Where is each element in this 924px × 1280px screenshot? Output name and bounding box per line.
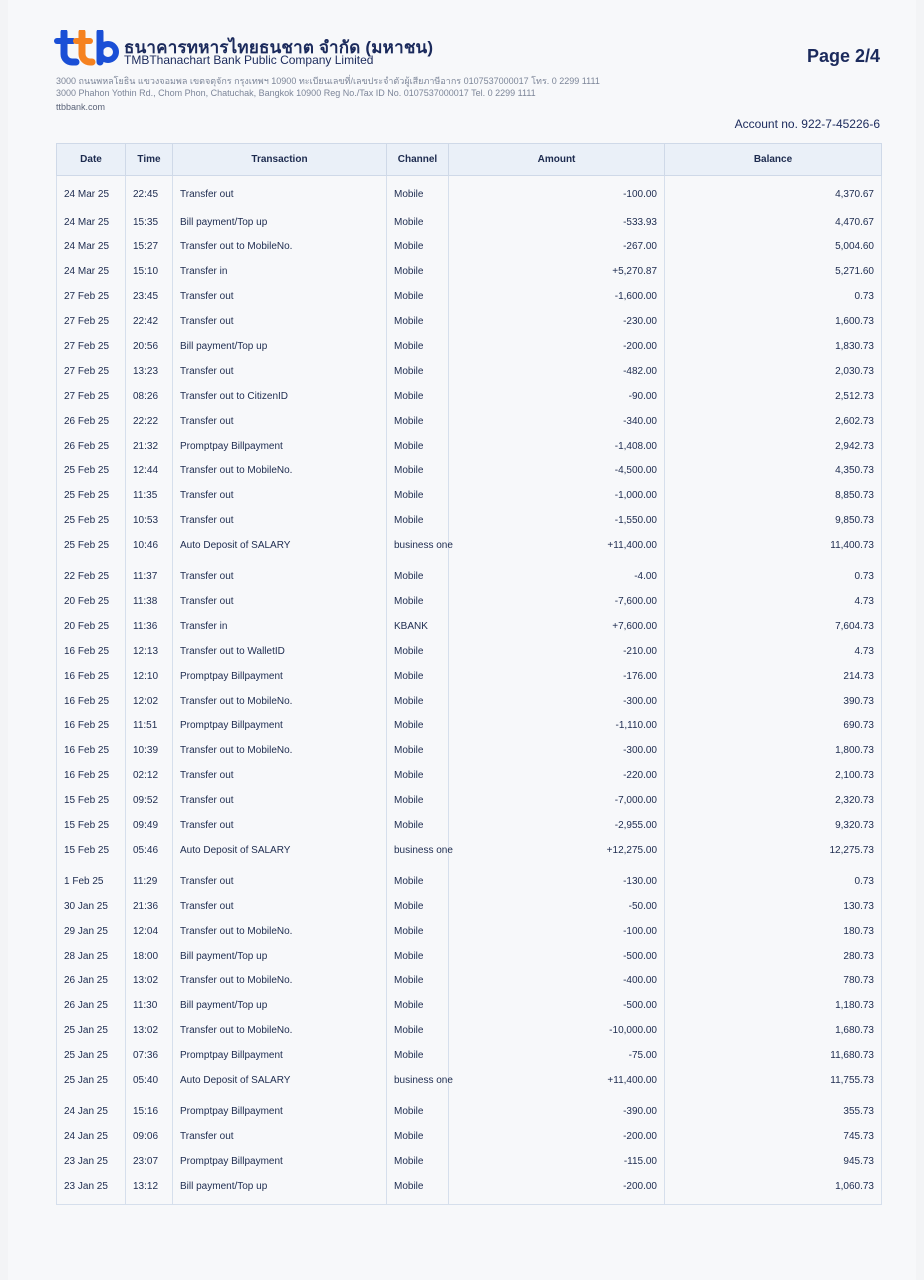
cell-amount: -482.00 — [449, 360, 665, 385]
cell-channel: Mobile — [387, 1175, 449, 1205]
cell-time: 23:45 — [126, 285, 173, 310]
cell-date: 24 Jan 25 — [57, 1125, 126, 1150]
cell-channel: Mobile — [387, 1019, 449, 1044]
table-row — [57, 285, 882, 310]
cell-transaction: Transfer out — [173, 895, 387, 920]
cell-time: 22:22 — [126, 410, 173, 435]
cell-time: 21:36 — [126, 895, 173, 920]
cell-balance: 4,350.73 — [665, 459, 882, 484]
cell-date: 27 Feb 25 — [57, 310, 126, 335]
table-row — [57, 1125, 882, 1150]
cell-transaction: Transfer out to MobileNo. — [173, 1019, 387, 1044]
cell-amount: -200.00 — [449, 335, 665, 360]
cell-date: 25 Feb 25 — [57, 459, 126, 484]
table-row — [57, 360, 882, 385]
cell-channel: Mobile — [387, 690, 449, 715]
cell-time: 11:29 — [126, 870, 173, 895]
table-header-row — [57, 144, 882, 176]
cell-channel: Mobile — [387, 1044, 449, 1069]
table-row — [57, 1175, 882, 1205]
column-header-channel: Channel — [387, 144, 449, 176]
table-row — [57, 789, 882, 814]
cell-amount: -200.00 — [449, 1175, 665, 1205]
cell-channel: Mobile — [387, 310, 449, 335]
cell-transaction: Transfer out to MobileNo. — [173, 459, 387, 484]
cell-date: 24 Mar 25 — [57, 235, 126, 260]
cell-amount: -267.00 — [449, 235, 665, 260]
cell-channel: Mobile — [387, 739, 449, 764]
cell-amount: -100.00 — [449, 920, 665, 945]
cell-amount: -400.00 — [449, 969, 665, 994]
cell-channel: business one — [387, 839, 449, 870]
cell-amount: -50.00 — [449, 895, 665, 920]
cell-time: 09:49 — [126, 814, 173, 839]
cell-date: 20 Feb 25 — [57, 590, 126, 615]
cell-transaction: Transfer out — [173, 1125, 387, 1150]
cell-transaction: Promptpay Billpayment — [173, 665, 387, 690]
cell-time: 13:02 — [126, 969, 173, 994]
cell-amount: -1,110.00 — [449, 714, 665, 739]
address-thai: 3000 ถนนพหลโยธิน แขวงจอมพล เขตจตุจักร กรุงเทพฯ 10900 ทะเบียนเลขที่/เลขประจำตัวผู้เสียภาษีอากร 0107537000017 โทร. 0 2299 1111 — [56, 76, 600, 86]
cell-transaction: Promptpay Billpayment — [173, 714, 387, 739]
cell-amount: -90.00 — [449, 385, 665, 410]
cell-time: 22:42 — [126, 310, 173, 335]
cell-balance: 0.73 — [665, 565, 882, 590]
table-row — [57, 1150, 882, 1175]
cell-balance: 2,602.73 — [665, 410, 882, 435]
cell-transaction: Transfer out — [173, 310, 387, 335]
cell-date: 25 Feb 25 — [57, 484, 126, 509]
ttb-logo-icon — [54, 30, 120, 66]
table-row — [57, 665, 882, 690]
cell-transaction: Transfer in — [173, 615, 387, 640]
cell-time: 10:46 — [126, 534, 173, 565]
column-header-date: Date — [57, 144, 126, 176]
cell-balance: 214.73 — [665, 665, 882, 690]
cell-time: 15:35 — [126, 211, 173, 236]
cell-balance: 945.73 — [665, 1150, 882, 1175]
cell-balance: 11,755.73 — [665, 1069, 882, 1100]
cell-date: 24 Jan 25 — [57, 1100, 126, 1125]
cell-channel: Mobile — [387, 285, 449, 310]
cell-channel: Mobile — [387, 994, 449, 1019]
cell-date: 27 Feb 25 — [57, 360, 126, 385]
cell-transaction: Promptpay Billpayment — [173, 435, 387, 460]
table-row — [57, 640, 882, 665]
table-row — [57, 690, 882, 715]
bank-name-thai: ธนาคารทหารไทยธนชาต จำกัด (มหาชน) — [124, 38, 434, 57]
cell-balance: 745.73 — [665, 1125, 882, 1150]
cell-time: 12:13 — [126, 640, 173, 665]
cell-balance: 5,004.60 — [665, 235, 882, 260]
cell-channel: Mobile — [387, 920, 449, 945]
cell-date: 23 Jan 25 — [57, 1150, 126, 1175]
cell-channel: Mobile — [387, 814, 449, 839]
cell-amount: -1,408.00 — [449, 435, 665, 460]
cell-date: 16 Feb 25 — [57, 665, 126, 690]
cell-time: 15:27 — [126, 235, 173, 260]
cell-time: 12:04 — [126, 920, 173, 945]
cell-amount: -1,000.00 — [449, 484, 665, 509]
cell-amount: -230.00 — [449, 310, 665, 335]
cell-time: 08:26 — [126, 385, 173, 410]
cell-time: 10:39 — [126, 739, 173, 764]
cell-balance: 1,830.73 — [665, 335, 882, 360]
cell-channel: Mobile — [387, 360, 449, 385]
transaction-table — [56, 143, 882, 1205]
column-header-time: Time — [126, 144, 173, 176]
cell-balance: 2,030.73 — [665, 360, 882, 385]
cell-balance: 4.73 — [665, 590, 882, 615]
cell-amount: -2,955.00 — [449, 814, 665, 839]
cell-time: 11:37 — [126, 565, 173, 590]
cell-channel: Mobile — [387, 211, 449, 236]
cell-amount: -1,550.00 — [449, 509, 665, 534]
bank-name-english: TMBThanachart Bank Public Company Limited — [124, 53, 374, 67]
cell-date: 15 Feb 25 — [57, 814, 126, 839]
cell-balance: 780.73 — [665, 969, 882, 994]
cell-amount: -10,000.00 — [449, 1019, 665, 1044]
cell-transaction: Transfer out to WalletID — [173, 640, 387, 665]
cell-channel: business one — [387, 534, 449, 565]
cell-channel: Mobile — [387, 945, 449, 970]
cell-channel: Mobile — [387, 640, 449, 665]
cell-transaction: Transfer in — [173, 260, 387, 285]
cell-balance: 5,271.60 — [665, 260, 882, 285]
table-row — [57, 839, 882, 870]
cell-channel: Mobile — [387, 435, 449, 460]
cell-amount: -300.00 — [449, 739, 665, 764]
cell-transaction: Bill payment/Top up — [173, 335, 387, 360]
cell-transaction: Promptpay Billpayment — [173, 1044, 387, 1069]
cell-time: 11:36 — [126, 615, 173, 640]
cell-time: 23:07 — [126, 1150, 173, 1175]
cell-channel: Mobile — [387, 484, 449, 509]
cell-balance: 2,320.73 — [665, 789, 882, 814]
cell-balance: 390.73 — [665, 690, 882, 715]
cell-amount: +7,600.00 — [449, 615, 665, 640]
cell-date: 26 Jan 25 — [57, 994, 126, 1019]
cell-date: 29 Jan 25 — [57, 920, 126, 945]
cell-date: 24 Mar 25 — [57, 211, 126, 236]
cell-balance: 0.73 — [665, 870, 882, 895]
cell-channel: Mobile — [387, 509, 449, 534]
column-header-transaction: Transaction — [173, 144, 387, 176]
cell-balance: 4,370.67 — [665, 176, 882, 211]
cell-time: 05:46 — [126, 839, 173, 870]
cell-amount: -176.00 — [449, 665, 665, 690]
cell-time: 21:32 — [126, 435, 173, 460]
cell-time: 11:30 — [126, 994, 173, 1019]
cell-transaction: Transfer out to MobileNo. — [173, 235, 387, 260]
cell-balance: 8,850.73 — [665, 484, 882, 509]
cell-transaction: Auto Deposit of SALARY — [173, 839, 387, 870]
cell-channel: Mobile — [387, 764, 449, 789]
cell-transaction: Transfer out — [173, 814, 387, 839]
cell-amount: -200.00 — [449, 1125, 665, 1150]
cell-balance: 355.73 — [665, 1100, 882, 1125]
statement-page — [8, 0, 916, 1280]
cell-amount: -300.00 — [449, 690, 665, 715]
cell-balance: 4,470.67 — [665, 211, 882, 236]
cell-time: 12:10 — [126, 665, 173, 690]
cell-balance: 1,680.73 — [665, 1019, 882, 1044]
cell-time: 13:12 — [126, 1175, 173, 1205]
cell-amount: -340.00 — [449, 410, 665, 435]
cell-balance: 130.73 — [665, 895, 882, 920]
cell-balance: 1,800.73 — [665, 739, 882, 764]
cell-amount: -115.00 — [449, 1150, 665, 1175]
cell-date: 27 Feb 25 — [57, 285, 126, 310]
cell-transaction: Promptpay Billpayment — [173, 1150, 387, 1175]
cell-balance: 12,275.73 — [665, 839, 882, 870]
cell-channel: Mobile — [387, 1125, 449, 1150]
table-row — [57, 739, 882, 764]
cell-balance: 1,060.73 — [665, 1175, 882, 1205]
table-row — [57, 969, 882, 994]
table-row — [57, 1044, 882, 1069]
cell-time: 12:02 — [126, 690, 173, 715]
cell-balance: 1,180.73 — [665, 994, 882, 1019]
table-row — [57, 176, 882, 211]
cell-balance: 690.73 — [665, 714, 882, 739]
cell-date: 25 Jan 25 — [57, 1044, 126, 1069]
cell-amount: +11,400.00 — [449, 1069, 665, 1100]
cell-balance: 1,600.73 — [665, 310, 882, 335]
cell-transaction: Transfer out to MobileNo. — [173, 739, 387, 764]
cell-balance: 2,942.73 — [665, 435, 882, 460]
cell-balance: 2,100.73 — [665, 764, 882, 789]
table-row — [57, 920, 882, 945]
cell-date: 24 Mar 25 — [57, 176, 126, 211]
cell-amount: -7,000.00 — [449, 789, 665, 814]
cell-transaction: Transfer out — [173, 360, 387, 385]
cell-transaction: Transfer out — [173, 509, 387, 534]
cell-date: 24 Mar 25 — [57, 260, 126, 285]
cell-channel: Mobile — [387, 385, 449, 410]
table-row — [57, 310, 882, 335]
table-row — [57, 484, 882, 509]
table-row — [57, 509, 882, 534]
table-row — [57, 335, 882, 360]
cell-date: 16 Feb 25 — [57, 690, 126, 715]
cell-time: 11:51 — [126, 714, 173, 739]
cell-balance: 180.73 — [665, 920, 882, 945]
cell-transaction: Bill payment/Top up — [173, 994, 387, 1019]
cell-transaction: Transfer out to MobileNo. — [173, 690, 387, 715]
cell-transaction: Transfer out to CitizenID — [173, 385, 387, 410]
table-row — [57, 895, 882, 920]
cell-amount: +11,400.00 — [449, 534, 665, 565]
cell-date: 23 Jan 25 — [57, 1175, 126, 1205]
cell-channel: Mobile — [387, 335, 449, 360]
table-row — [57, 459, 882, 484]
cell-transaction: Transfer out — [173, 590, 387, 615]
cell-time: 20:56 — [126, 335, 173, 360]
cell-time: 12:44 — [126, 459, 173, 484]
cell-transaction: Transfer out — [173, 789, 387, 814]
table-row — [57, 870, 882, 895]
cell-transaction: Bill payment/Top up — [173, 1175, 387, 1205]
cell-channel: Mobile — [387, 789, 449, 814]
cell-balance: 9,850.73 — [665, 509, 882, 534]
cell-transaction: Transfer out to MobileNo. — [173, 969, 387, 994]
cell-channel: Mobile — [387, 969, 449, 994]
cell-channel: Mobile — [387, 565, 449, 590]
cell-channel: business one — [387, 1069, 449, 1100]
cell-channel: Mobile — [387, 410, 449, 435]
cell-channel: Mobile — [387, 895, 449, 920]
table-row — [57, 764, 882, 789]
cell-channel: Mobile — [387, 235, 449, 260]
cell-amount: -220.00 — [449, 764, 665, 789]
cell-date: 25 Feb 25 — [57, 534, 126, 565]
cell-transaction: Transfer out — [173, 870, 387, 895]
table-row — [57, 945, 882, 970]
table-row — [57, 260, 882, 285]
cell-date: 22 Feb 25 — [57, 565, 126, 590]
cell-date: 25 Jan 25 — [57, 1019, 126, 1044]
cell-amount: -75.00 — [449, 1044, 665, 1069]
cell-transaction: Transfer out — [173, 565, 387, 590]
table-row — [57, 565, 882, 590]
cell-transaction: Transfer out — [173, 285, 387, 310]
cell-time: 10:53 — [126, 509, 173, 534]
cell-balance: 7,604.73 — [665, 615, 882, 640]
table-row — [57, 1019, 882, 1044]
cell-channel: Mobile — [387, 1150, 449, 1175]
cell-date: 1 Feb 25 — [57, 870, 126, 895]
cell-amount: -4.00 — [449, 565, 665, 590]
cell-date: 16 Feb 25 — [57, 764, 126, 789]
cell-amount: -500.00 — [449, 994, 665, 1019]
cell-balance: 11,400.73 — [665, 534, 882, 565]
cell-time: 15:16 — [126, 1100, 173, 1125]
table-row — [57, 211, 882, 236]
cell-time: 13:02 — [126, 1019, 173, 1044]
cell-transaction: Transfer out — [173, 764, 387, 789]
table-row — [57, 435, 882, 460]
cell-balance: 11,680.73 — [665, 1044, 882, 1069]
cell-date: 20 Feb 25 — [57, 615, 126, 640]
cell-time: 02:12 — [126, 764, 173, 789]
website: ttbbank.com — [56, 102, 106, 112]
cell-time: 13:23 — [126, 360, 173, 385]
cell-date: 27 Feb 25 — [57, 385, 126, 410]
cell-time: 09:52 — [126, 789, 173, 814]
cell-date: 25 Jan 25 — [57, 1069, 126, 1100]
table-row — [57, 590, 882, 615]
cell-channel: Mobile — [387, 176, 449, 211]
cell-amount: -130.00 — [449, 870, 665, 895]
cell-amount: -500.00 — [449, 945, 665, 970]
cell-transaction: Auto Deposit of SALARY — [173, 534, 387, 565]
cell-date: 16 Feb 25 — [57, 714, 126, 739]
cell-time: 11:38 — [126, 590, 173, 615]
cell-time: 18:00 — [126, 945, 173, 970]
table-row — [57, 1100, 882, 1125]
cell-amount: +5,270.87 — [449, 260, 665, 285]
cell-date: 15 Feb 25 — [57, 789, 126, 814]
cell-channel: Mobile — [387, 665, 449, 690]
cell-time: 15:10 — [126, 260, 173, 285]
column-header-balance: Balance — [665, 144, 882, 176]
table-row — [57, 714, 882, 739]
cell-time: 11:35 — [126, 484, 173, 509]
cell-channel: Mobile — [387, 714, 449, 739]
cell-time: 09:06 — [126, 1125, 173, 1150]
cell-transaction: Promptpay Billpayment — [173, 1100, 387, 1125]
cell-amount: -7,600.00 — [449, 590, 665, 615]
cell-amount: -390.00 — [449, 1100, 665, 1125]
cell-time: 05:40 — [126, 1069, 173, 1100]
cell-amount: -210.00 — [449, 640, 665, 665]
cell-transaction: Transfer out — [173, 484, 387, 509]
cell-amount: +12,275.00 — [449, 839, 665, 870]
table-row — [57, 235, 882, 260]
column-header-amount: Amount — [449, 144, 665, 176]
cell-balance: 280.73 — [665, 945, 882, 970]
cell-transaction: Bill payment/Top up — [173, 211, 387, 236]
cell-transaction: Auto Deposit of SALARY — [173, 1069, 387, 1100]
cell-date: 27 Feb 25 — [57, 335, 126, 360]
cell-balance: 0.73 — [665, 285, 882, 310]
cell-channel: KBANK — [387, 615, 449, 640]
cell-transaction: Transfer out — [173, 176, 387, 211]
cell-channel: Mobile — [387, 590, 449, 615]
cell-balance: 4.73 — [665, 640, 882, 665]
cell-amount: -1,600.00 — [449, 285, 665, 310]
cell-amount: -100.00 — [449, 176, 665, 211]
table-row — [57, 534, 882, 565]
table-row — [57, 994, 882, 1019]
table-row — [57, 814, 882, 839]
cell-amount: -533.93 — [449, 211, 665, 236]
cell-date: 28 Jan 25 — [57, 945, 126, 970]
cell-transaction: Bill payment/Top up — [173, 945, 387, 970]
cell-balance: 9,320.73 — [665, 814, 882, 839]
cell-date: 16 Feb 25 — [57, 640, 126, 665]
cell-date: 16 Feb 25 — [57, 739, 126, 764]
cell-amount: -4,500.00 — [449, 459, 665, 484]
table-row — [57, 385, 882, 410]
cell-channel: Mobile — [387, 260, 449, 285]
cell-transaction: Transfer out — [173, 410, 387, 435]
cell-date: 15 Feb 25 — [57, 839, 126, 870]
account-number: Account no. 922-7-45226-6 — [734, 117, 880, 131]
cell-date: 26 Jan 25 — [57, 969, 126, 994]
cell-channel: Mobile — [387, 459, 449, 484]
cell-transaction: Transfer out to MobileNo. — [173, 920, 387, 945]
cell-time: 07:36 — [126, 1044, 173, 1069]
transaction-rows — [57, 176, 882, 1205]
table-row — [57, 1069, 882, 1100]
cell-date: 30 Jan 25 — [57, 895, 126, 920]
cell-date: 25 Feb 25 — [57, 509, 126, 534]
cell-date: 26 Feb 25 — [57, 435, 126, 460]
address-english: 3000 Phahon Yothin Rd., Chom Phon, Chatuchak, Bangkok 10900 Reg No./Tax ID No. 0107537000017 Tel. 0 2299 1111 — [56, 88, 536, 98]
table-row — [57, 615, 882, 640]
cell-channel: Mobile — [387, 1100, 449, 1125]
cell-time: 22:45 — [126, 176, 173, 211]
table-row — [57, 410, 882, 435]
page-number: Page 2/4 — [806, 46, 880, 66]
cell-balance: 2,512.73 — [665, 385, 882, 410]
cell-channel: Mobile — [387, 870, 449, 895]
cell-date: 26 Feb 25 — [57, 410, 126, 435]
